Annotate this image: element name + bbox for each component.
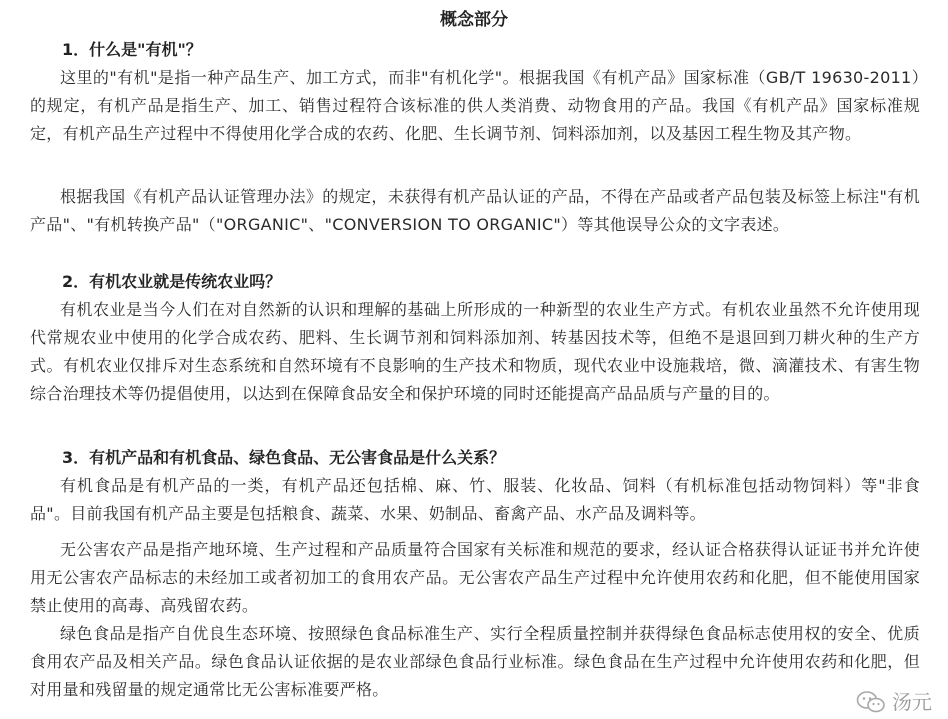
section-heading-1: 1．什么是"有机"？ — [62, 40, 202, 59]
paragraph-3-3: 绿色食品是指产自优良生态环境、按照绿色食品标准生产、实行全程质量控制并获得绿色食品标志使用权的安全、优质食用农产品及相关产品。绿色食品认证依据的是农业部绿色食品行业标准。绿色食品在生产过程中允许使用农药和化肥，但对用量和残留量的规定通常比无公害标准要严格。 — [30, 624, 920, 699]
paragraph-1-1: 这里的"有机"是指一种产品生产、加工方式，而非"有机化学"。根据我国《有机产品》国家标准（GB/T 19630-2011）的规定，有机产品是指生产、加工、销售过程符合该标准的供人类消费、动物食用的产品。我国《有机产品》国家标准规定，有机产品生产过程中不得使用化学合成的农药、化肥、生长调节剂、饲料添加剂，以及基因工程生物及其产物。 — [30, 68, 920, 143]
watermark-text: 汤元 — [892, 690, 932, 714]
paragraph-2-1: 有机农业是当今人们在对自然新的认识和理解的基础上所形成的一种新型的农业生产方式。有机农业虽然不允许使用现代常规农业中使用的化学合成农药、肥料、生长调节剂和饲料添加剂、转基因技术等，但绝不是退回到刀耕火种的生产方式。有机农业仅排斥对生态系统和自然环境有不良影响的生产技术和物质，现代农业中设施栽培，微、滴灌技术、有害生物综合治理技术等仍提倡使用，以达到在保障食品安全和保护环境的同时还能提高产品品质与产量的目的。 — [30, 300, 920, 403]
watermark — [856, 689, 932, 715]
paragraph-3-2: 无公害农产品是指产地环境、生产过程和产品质量符合国家有关标准和规范的要求，经认证合格获得认证证书并允许使用无公害农产品标志的未经加工或者初加工的食用农产品。无公害农产品生产过程中允许使用农药和化肥，但不能使用国家禁止使用的高毒、高残留农药。 — [30, 540, 920, 615]
wechat-icon — [856, 690, 886, 714]
page-title: 概念部分 — [440, 10, 508, 30]
paragraph-1-2: 根据我国《有机产品认证管理办法》的规定，未获得有机产品认证的产品，不得在产品或者产品包装及标签上标注"有机产品"、"有机转换产品"（"ORGANIC"、"CONVERSION TO ORGANIC"）等其他误导公众的文字表述。 — [30, 187, 920, 234]
section-heading-2: 2．有机农业就是传统农业吗？ — [62, 272, 282, 291]
paragraph-3-1: 有机食品是有机产品的一类，有机产品还包括棉、麻、竹、服装、化妆品、饲料（有机标准包括动物饲料）等"非食品"。目前我国有机产品主要是包括粮食、蔬菜、水果、奶制品、畜禽产品、水产品及调料等。 — [30, 476, 920, 523]
section-heading-3: 3．有机产品和有机食品、绿色食品、无公害食品是什么关系？ — [62, 448, 506, 467]
